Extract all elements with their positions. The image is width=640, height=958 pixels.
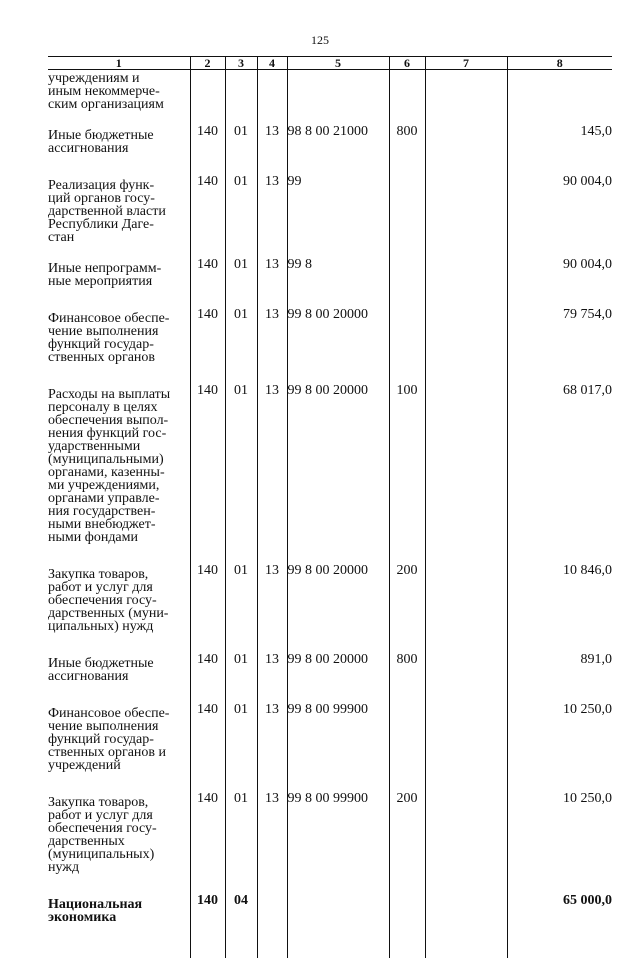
spacer-cell	[257, 944, 287, 958]
spacer-cell	[507, 944, 612, 958]
spacer-cell	[225, 944, 257, 958]
description-line: ными внебюджет-	[48, 518, 190, 531]
description-line: (муниципальных)	[48, 848, 190, 861]
cell-col7	[425, 384, 507, 564]
cell-col8: 145,0	[507, 125, 612, 175]
cell-col5	[287, 70, 389, 126]
cell-col6: 800	[389, 125, 425, 175]
cell-col7	[425, 70, 507, 126]
description-line: стан	[48, 231, 190, 244]
description-line: учреждений	[48, 759, 190, 772]
description-line: Закупка товаров,	[48, 796, 190, 809]
cell-col8: 68 017,0	[507, 384, 612, 564]
description-line: Иные непрограмм-	[48, 262, 190, 275]
description-line: (муниципальными)	[48, 453, 190, 466]
description-line: функций государ-	[48, 733, 190, 746]
table-header-row	[48, 57, 612, 70]
description-line: ными фондами	[48, 531, 190, 544]
cell-col5: 99 8 00 20000	[287, 384, 389, 564]
cell-col7	[425, 308, 507, 384]
description-line: дарственных	[48, 835, 190, 848]
cell-col3: 01	[225, 703, 257, 792]
description-line: чение выполнения	[48, 720, 190, 733]
cell-col6	[389, 175, 425, 258]
description-line: Финансовое обеспе-	[48, 312, 190, 325]
cell-col2: 140	[190, 792, 225, 894]
description-line: иным некоммерче-	[48, 85, 190, 98]
table-row	[48, 308, 612, 384]
description-line: дарственных (муни-	[48, 607, 190, 620]
description-line: Иные бюджетные	[48, 657, 190, 670]
description-line: дарственной власти	[48, 205, 190, 218]
cell-col6	[389, 894, 425, 944]
description-line: Реализация функ-	[48, 179, 190, 192]
cell-col4: 13	[257, 564, 287, 653]
cell-col5: 99 8	[287, 258, 389, 308]
spacer-cell	[425, 944, 507, 958]
cell-description	[48, 258, 190, 308]
cell-col7	[425, 703, 507, 792]
cell-description	[48, 70, 190, 126]
cell-col6	[389, 258, 425, 308]
cell-description	[48, 308, 190, 384]
cell-col4	[257, 70, 287, 126]
cell-col3: 01	[225, 564, 257, 653]
cell-description	[48, 703, 190, 792]
cell-col2: 140	[190, 653, 225, 703]
cell-col4: 13	[257, 308, 287, 384]
cell-col5: 99 8 00 20000	[287, 653, 389, 703]
description-line: учреждениям и	[48, 72, 190, 85]
cell-col8: 10 846,0	[507, 564, 612, 653]
cell-col3	[225, 70, 257, 126]
cell-col6: 100	[389, 384, 425, 564]
description-line: нужд	[48, 861, 190, 874]
cell-col3: 01	[225, 384, 257, 564]
description-line: ные мероприятия	[48, 275, 190, 288]
table-row	[48, 384, 612, 564]
cell-col3: 01	[225, 175, 257, 258]
description-line: Национальная	[48, 898, 190, 911]
description-line: Финансовое обеспе-	[48, 707, 190, 720]
description-line: ассигнования	[48, 670, 190, 683]
description-line: ственных органов и	[48, 746, 190, 759]
cell-col8: 10 250,0	[507, 792, 612, 894]
cell-col8	[507, 70, 612, 126]
table-row	[48, 564, 612, 653]
table-row	[48, 703, 612, 792]
cell-col2: 140	[190, 125, 225, 175]
cell-description	[48, 175, 190, 258]
description-line: органами управле-	[48, 492, 190, 505]
cell-description	[48, 125, 190, 175]
cell-col3: 01	[225, 308, 257, 384]
cell-col3: 04	[225, 894, 257, 944]
column-header: 4	[257, 57, 287, 70]
cell-col4	[257, 894, 287, 944]
spacer-cell	[389, 944, 425, 958]
cell-col7	[425, 564, 507, 653]
description-line: обеспечения госу-	[48, 594, 190, 607]
description-line: ния государствен-	[48, 505, 190, 518]
column-header: 1	[48, 57, 190, 70]
cell-col6	[389, 308, 425, 384]
cell-col4: 13	[257, 175, 287, 258]
cell-col8: 10 250,0	[507, 703, 612, 792]
cell-col6	[389, 703, 425, 792]
description-line: чение выполнения	[48, 325, 190, 338]
cell-col5: 99 8 00 20000	[287, 564, 389, 653]
cell-col6: 200	[389, 792, 425, 894]
description-line: ассигнования	[48, 142, 190, 155]
cell-description	[48, 792, 190, 894]
cell-col5: 99 8 00 99900	[287, 703, 389, 792]
page-number: 125	[0, 33, 640, 48]
cell-col2: 140	[190, 894, 225, 944]
cell-col7	[425, 125, 507, 175]
description-line: ственных органов	[48, 351, 190, 364]
spacer-cell	[190, 944, 225, 958]
description-line: органами, казенны-	[48, 466, 190, 479]
description-line: обеспечения выпол-	[48, 414, 190, 427]
cell-col4: 13	[257, 125, 287, 175]
table-row	[48, 792, 612, 894]
table-row	[48, 258, 612, 308]
cell-col5	[287, 894, 389, 944]
cell-col8: 90 004,0	[507, 175, 612, 258]
spacer-cell	[287, 944, 389, 958]
column-header: 5	[287, 57, 389, 70]
description-line: обеспечения госу-	[48, 822, 190, 835]
table-row	[48, 70, 612, 126]
description-line: работ и услуг для	[48, 581, 190, 594]
cell-col5: 98 8 00 21000	[287, 125, 389, 175]
spacer-cell	[48, 944, 190, 958]
description-line: Закупка товаров,	[48, 568, 190, 581]
cell-col2: 140	[190, 308, 225, 384]
cell-description	[48, 894, 190, 944]
cell-col8: 891,0	[507, 653, 612, 703]
cell-col6: 800	[389, 653, 425, 703]
description-line: нения функций гос-	[48, 427, 190, 440]
cell-col7	[425, 792, 507, 894]
table-row-spacer	[48, 944, 612, 958]
cell-col2: 140	[190, 384, 225, 564]
description-line: персоналу в целях	[48, 401, 190, 414]
table-row	[48, 653, 612, 703]
cell-col4: 13	[257, 258, 287, 308]
description-line: работ и услуг для	[48, 809, 190, 822]
cell-col7	[425, 258, 507, 308]
cell-col6: 200	[389, 564, 425, 653]
description-line: ций органов госу-	[48, 192, 190, 205]
cell-description	[48, 653, 190, 703]
cell-col6	[389, 70, 425, 126]
cell-description	[48, 384, 190, 564]
cell-col7	[425, 894, 507, 944]
description-line: функций государ-	[48, 338, 190, 351]
cell-col3: 01	[225, 258, 257, 308]
table-row	[48, 125, 612, 175]
cell-col4: 13	[257, 792, 287, 894]
description-line: ми учреждениями,	[48, 479, 190, 492]
cell-col5: 99	[287, 175, 389, 258]
table-row	[48, 175, 612, 258]
cell-col2: 140	[190, 258, 225, 308]
column-header: 6	[389, 57, 425, 70]
cell-col8: 65 000,0	[507, 894, 612, 944]
description-line: Республики Даге-	[48, 218, 190, 231]
cell-col4: 13	[257, 384, 287, 564]
cell-col3: 01	[225, 125, 257, 175]
cell-col7	[425, 175, 507, 258]
cell-col4: 13	[257, 703, 287, 792]
description-line: ципальных) нужд	[48, 620, 190, 633]
column-header: 3	[225, 57, 257, 70]
description-line: Расходы на выплаты	[48, 388, 190, 401]
cell-col8: 79 754,0	[507, 308, 612, 384]
table-row	[48, 894, 612, 944]
cell-col8: 90 004,0	[507, 258, 612, 308]
cell-col5: 99 8 00 99900	[287, 792, 389, 894]
cell-description	[48, 564, 190, 653]
column-header: 8	[507, 57, 612, 70]
description-line: экономика	[48, 911, 190, 924]
column-header: 7	[425, 57, 507, 70]
description-line: Иные бюджетные	[48, 129, 190, 142]
budget-table	[48, 56, 612, 958]
cell-col2: 140	[190, 564, 225, 653]
cell-col7	[425, 653, 507, 703]
description-line: ским организациям	[48, 98, 190, 111]
column-header: 2	[190, 57, 225, 70]
cell-col3: 01	[225, 653, 257, 703]
table-body	[48, 70, 612, 958]
cell-col3: 01	[225, 792, 257, 894]
cell-col2: 140	[190, 703, 225, 792]
cell-col2	[190, 70, 225, 126]
cell-col2: 140	[190, 175, 225, 258]
description-line: ударственными	[48, 440, 190, 453]
cell-col5: 99 8 00 20000	[287, 308, 389, 384]
cell-col4: 13	[257, 653, 287, 703]
